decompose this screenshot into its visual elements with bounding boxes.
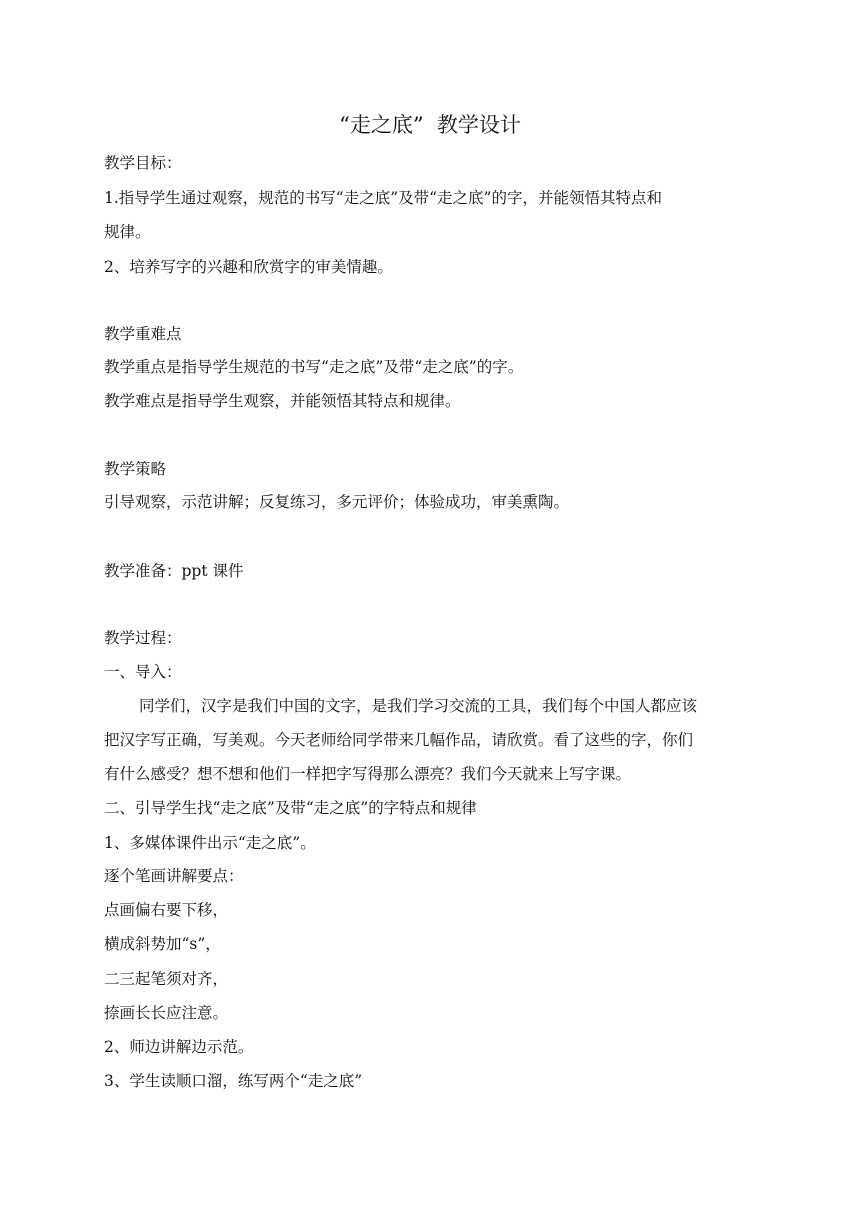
objectives-heading: 教学目标： — [104, 154, 182, 172]
key-points-heading: 教学重难点 — [104, 325, 182, 343]
objective-1-line-2: 规律。 — [104, 223, 151, 241]
rhyme-line-1: 点画偏右要下移， — [104, 901, 229, 919]
strategy-text: 引导观察，示范讲解；反复练习，多元评价；体验成功，审美熏陶。 — [104, 493, 570, 511]
step-3: 3、学生读顺口溜，练写两个“走之底” — [104, 1072, 363, 1090]
rhyme-line-2: 横成斜势加“s”， — [104, 935, 221, 953]
section-1-line-3: 有什么感受？想不想和他们一样把字写得那么漂亮？我们今天就来上写字课。 — [104, 765, 632, 783]
section-2-heading: 二、引导学生找“走之底”及带“走之底”的字特点和规律 — [104, 799, 477, 817]
key-focus: 教学重点是指导学生规范的书写“走之底”及带“走之底”的字。 — [104, 358, 524, 376]
points-intro: 逐个笔画讲解要点： — [104, 867, 244, 885]
process-heading: 教学过程： — [104, 629, 182, 647]
step-2: 2、师边讲解边示范。 — [104, 1038, 254, 1056]
rhyme-line-3: 二三起笔须对齐， — [104, 970, 229, 988]
section-1-line-1: 同学们，汉字是我们中国的文字，是我们学习交流的工具，我们每个中国人都应该 — [139, 697, 698, 715]
key-difficulty: 教学难点是指导学生观察，并能领悟其特点和规律。 — [104, 392, 461, 410]
section-1-heading: 一、导入： — [104, 663, 182, 681]
step-1: 1、多媒体课件出示“走之底”。 — [104, 834, 316, 852]
rhyme-line-4: 捺画长长应注意。 — [104, 1004, 229, 1022]
preparation: 教学准备：ppt 课件 — [104, 562, 244, 580]
section-1-line-2: 把汉字写正确，写美观。今天老师给同学带来几幅作品，请欣赏。看了这些的字，你们 — [104, 731, 694, 749]
objective-1-line-1: 1.指导学生通过观察，规范的书写“走之底”及带“走之底”的字，并能领悟其特点和 — [104, 189, 662, 207]
objective-2: 2、培养写字的兴趣和欣赏字的审美情趣。 — [104, 258, 393, 276]
document-title: “走之底” 教学设计 — [339, 113, 521, 137]
strategy-heading: 教学策略 — [104, 460, 167, 478]
